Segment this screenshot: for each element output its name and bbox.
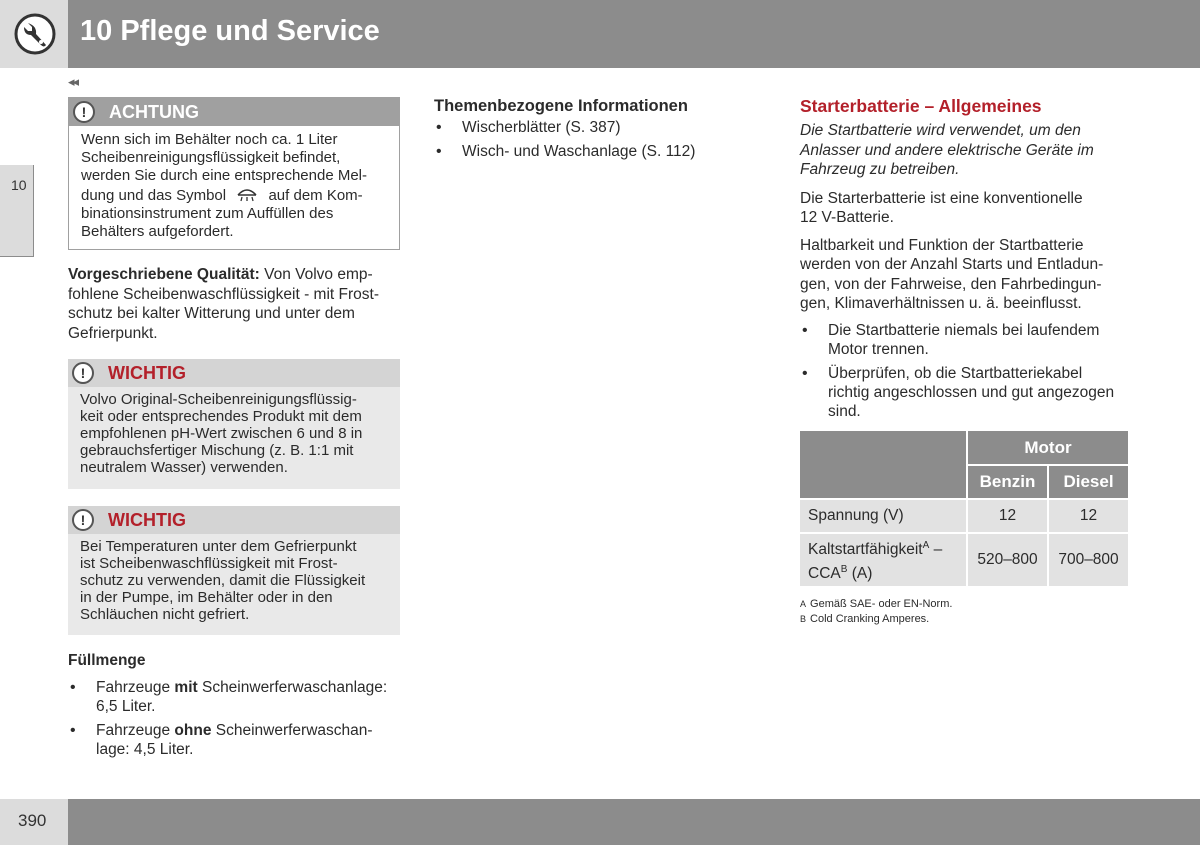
cell-diesel: 700–800: [1049, 534, 1128, 586]
related-list: [434, 118, 774, 161]
list-item: • Überprüfen, ob die Startbatteriekabel richtig angeschlossen und gut angezogen sind.: [800, 364, 1140, 421]
battery-title: Starterbatterie – Allgemeines: [800, 96, 1042, 116]
list-item: • Die Startbatterie niemals bei laufendem Motor trennen.: [800, 321, 1140, 359]
important-exclamation-icon: !: [72, 509, 94, 531]
related-info-section: [434, 97, 774, 166]
achtung-line: Scheibenreinigungsflüssigkeit befindet,: [81, 149, 341, 166]
list-item: • Fahrzeuge mit Scheinwerferwaschanlage: 6,5 Liter.: [68, 678, 408, 716]
side-tab-label: 10: [11, 177, 27, 193]
table-corner-cell: [800, 431, 966, 498]
battery-bullets: [800, 321, 1140, 421]
quality-paragraph: Vorgeschriebene Qualität: Von Volvo emp- fohlene Scheibenwaschflüssigkeit - mit Frost- schutz bei kalter Witterung und unter dem Gefrierpunkt.: [68, 266, 379, 342]
header-logo-area: [0, 0, 68, 68]
group-header-motor: Motor: [968, 431, 1128, 464]
important-exclamation-icon: !: [72, 362, 94, 384]
fuellmenge-section: [68, 652, 408, 764]
wichtig-box-2: [68, 506, 400, 635]
footnote: B Cold Cranking Amperes.: [800, 613, 930, 625]
achtung-title: ACHTUNG: [109, 102, 199, 122]
washer-fluid-icon: [236, 185, 258, 203]
wichtig-header: [68, 506, 400, 534]
chapter-title: 10 Pflege und Service: [80, 15, 380, 47]
chapter-header: [0, 0, 1200, 68]
list-item: • Fahrzeuge ohne Scheinwerferwaschan- lage: 4,5 Liter.: [68, 721, 408, 759]
wichtig-title: WICHTIG: [108, 510, 186, 530]
chapter-side-tab[interactable]: [0, 165, 34, 257]
table-row: [800, 534, 1128, 586]
wichtig-body: Volvo Original-Scheibenreinigungsflüssig- keit oder entsprechendes Produkt mit dem empfohlenen pH-Wert zwischen 6 und 8 in gebrauchsfertiger Mischung (z. B. 1:1 mit neutralem Wasser) verwenden.: [80, 391, 363, 476]
achtung-box: [68, 97, 400, 250]
prev-page-arrow-icon[interactable]: ◂◂: [68, 74, 78, 89]
battery-intro: Die Startbatterie wird verwendet, um den Anlasser und andere elektrische Geräte im Fahrzeug zu betreiben.: [800, 122, 1094, 178]
table-row: [800, 500, 1128, 532]
table-footnotes: [800, 597, 1134, 627]
row-label: Spannung (V): [800, 500, 966, 532]
related-link[interactable]: • Wischerblätter (S. 387): [434, 118, 774, 137]
wichtig-body: Bei Temperaturen unter dem Gefrierpunkt ist Scheibenwaschflüssigkeit mit Frost- schutz zu verwenden, damit die Flüssigkeit in der Pumpe, im Behälter oder in den Schläuchen nicht gefriert.: [80, 538, 366, 623]
achtung-line: Wenn sich im Behälter noch ca. 1 Liter: [81, 131, 338, 148]
footnote: A Gemäß SAE- oder EN-Norm.: [800, 598, 953, 610]
wrench-service-icon: [14, 13, 56, 55]
achtung-line: werden Sie durch eine entsprechende Mel-: [81, 167, 368, 184]
wichtig-box-1: [68, 359, 400, 489]
col-header-diesel: Diesel: [1049, 466, 1128, 498]
page-footer: [0, 799, 1200, 845]
cell-diesel: 12: [1049, 500, 1128, 532]
page-number: 390: [18, 811, 47, 830]
cell-benzin: 12: [968, 500, 1047, 532]
fuellmenge-title: Füllmenge: [68, 652, 146, 669]
footer-page-area: [0, 799, 68, 845]
quality-label: Vorgeschriebene Qualität:: [68, 266, 260, 283]
achtung-line-with-symbol: dung und das Symbol auf dem Kom-: [81, 187, 363, 204]
achtung-body: [69, 126, 399, 249]
achtung-line: binationsinstrument zum Auffüllen des: [81, 205, 334, 222]
wichtig-title: WICHTIG: [108, 363, 186, 383]
spec-table: [798, 429, 1130, 588]
achtung-line: Behälters aufgefordert.: [81, 223, 234, 240]
achtung-header: [69, 98, 399, 126]
fuellmenge-list: [68, 678, 408, 759]
col-header-benzin: Benzin: [968, 466, 1047, 498]
battery-section: [800, 96, 1140, 426]
related-link[interactable]: • Wisch- und Waschanlage (S. 112): [434, 142, 774, 161]
wichtig-header: [68, 359, 400, 387]
cell-benzin: 520–800: [968, 534, 1047, 586]
warning-exclamation-icon: !: [73, 101, 95, 123]
related-title: Themenbezogene Informationen: [434, 97, 688, 115]
battery-paragraph-1: Die Starterbatterie ist eine konventionelle 12 V-Batterie.: [800, 189, 1083, 226]
battery-paragraph-2: Haltbarkeit und Funktion der Startbatterie werden von der Anzahl Starts und Entladun- gen, von der Fahrweise, den Fahrbedingun- gen, Klimaverhältnissen u. ä. beeinflusst.: [800, 236, 1104, 312]
row-label: Kaltstartfähigkeit$^A$ – $CCA^B$ (A): [800, 534, 966, 586]
battery-spec-table: [798, 429, 1134, 627]
